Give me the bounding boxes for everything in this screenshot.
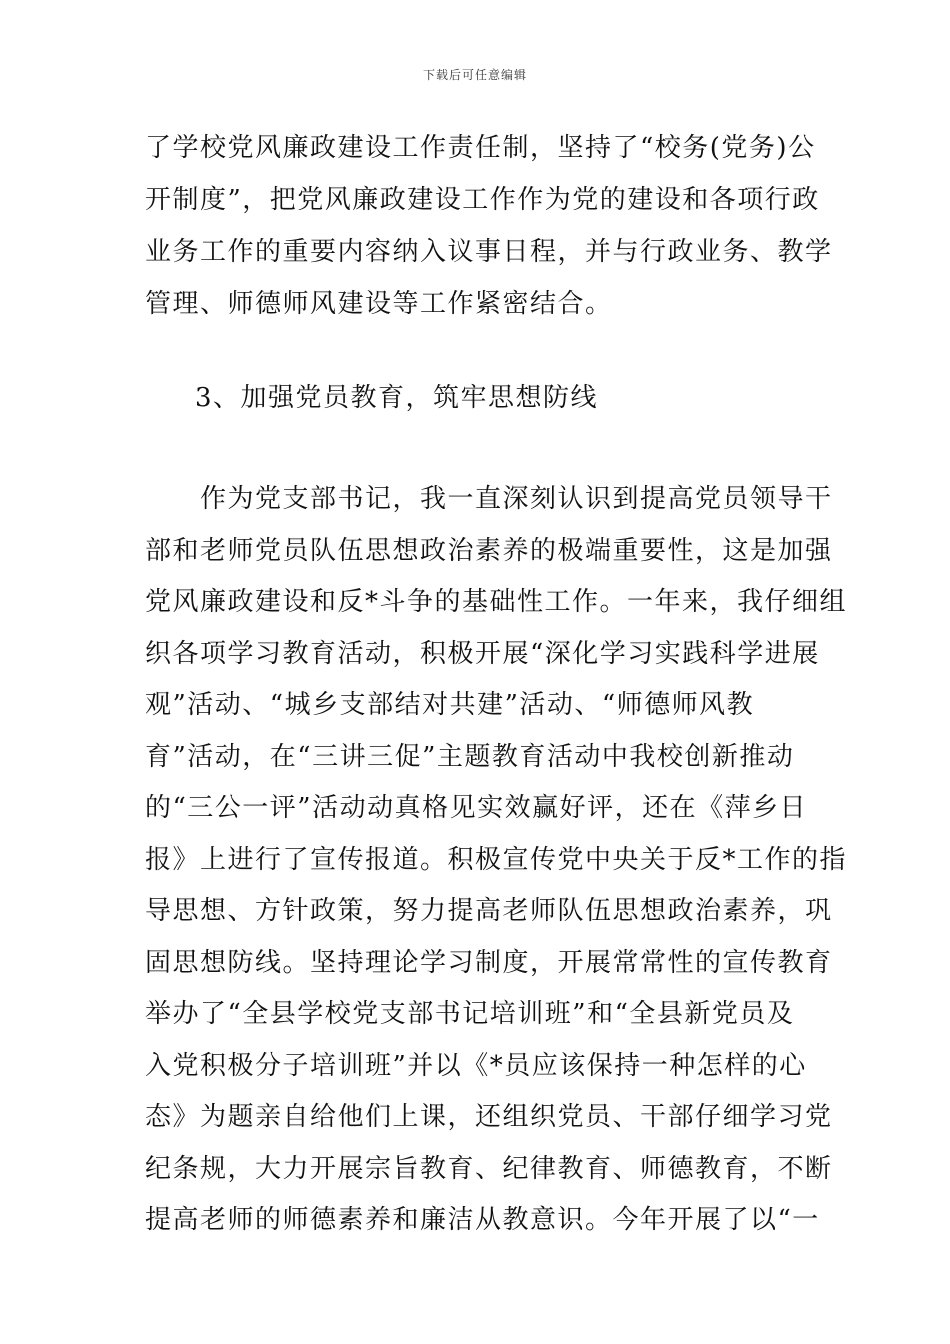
paragraph-line: 织各项学习教育活动，积极开展“深化学习实践科学进展 <box>145 638 820 669</box>
section-heading-text: 3、加强党员教育，筑牢思想防线 <box>195 383 599 413</box>
section-heading <box>195 372 860 424</box>
paragraph-line: 态》为题亲自给他们上课，还组织党员、干部仔细学习党 <box>145 1102 833 1132</box>
paragraph-line: 入党积极分子培训班”并以《*员应该保持一种怎样的心 <box>145 1050 807 1081</box>
page-header-note: 下载后可任意编辑 <box>422 68 527 82</box>
paragraph-line: 党风廉政建设和反*斗争的基础性工作。一年来，我仔细组 <box>145 587 848 617</box>
paragraph-line: 的“三公一评”活动动真格见实效赢好评，还在《萍乡日 <box>145 793 808 823</box>
paragraph-line: 纪条规，大力开展宗旨教育、纪律教育、师德教育，不断 <box>145 1153 833 1184</box>
paragraph-line: 导思想、方针政策，努力提高老师队伍思想政治素养，巩 <box>145 896 833 926</box>
paragraph-line: 作为党支部书记，我一直深刻认识到提高党员领导干 <box>145 484 833 514</box>
paragraph-line: 育”活动，在“三讲三促”主题教育活动中我校创新推动 <box>145 741 795 772</box>
paragraph-line: 提高老师的师德素养和廉洁从教意识。今年开展了以“一 <box>145 1205 820 1235</box>
paragraph-1 <box>145 122 833 330</box>
paragraph-line: 管理、师德师风建设等工作紧密结合。 <box>145 289 613 319</box>
paragraph-line: 观”活动、“城乡支部结对共建”活动、“师德师风教 <box>145 690 755 720</box>
paragraph-line: 固思想防线。坚持理论学习制度，开展常常性的宣传教育 <box>145 947 833 978</box>
paragraph-line: 部和老师党员队伍思想政治素养的极端重要性，这是加强 <box>145 535 833 566</box>
paragraph-line: 报》上进行了宣传报道。积极宣传党中央关于反*工作的指 <box>145 844 848 875</box>
paragraph-2 <box>145 474 848 1247</box>
paragraph-line: 举办了“全县学校党支部书记培训班”和“全县新党员及 <box>145 999 795 1029</box>
paragraph-line: 开制度”，把党风廉政建设工作作为党的建设和各项行政 <box>145 185 820 215</box>
paragraph-line: 了学校党风廉政建设工作责任制，坚持了“校务(党务)公 <box>145 133 816 163</box>
paragraph-line: 业务工作的重要内容纳入议事日程，并与行政业务、教学 <box>145 237 833 267</box>
